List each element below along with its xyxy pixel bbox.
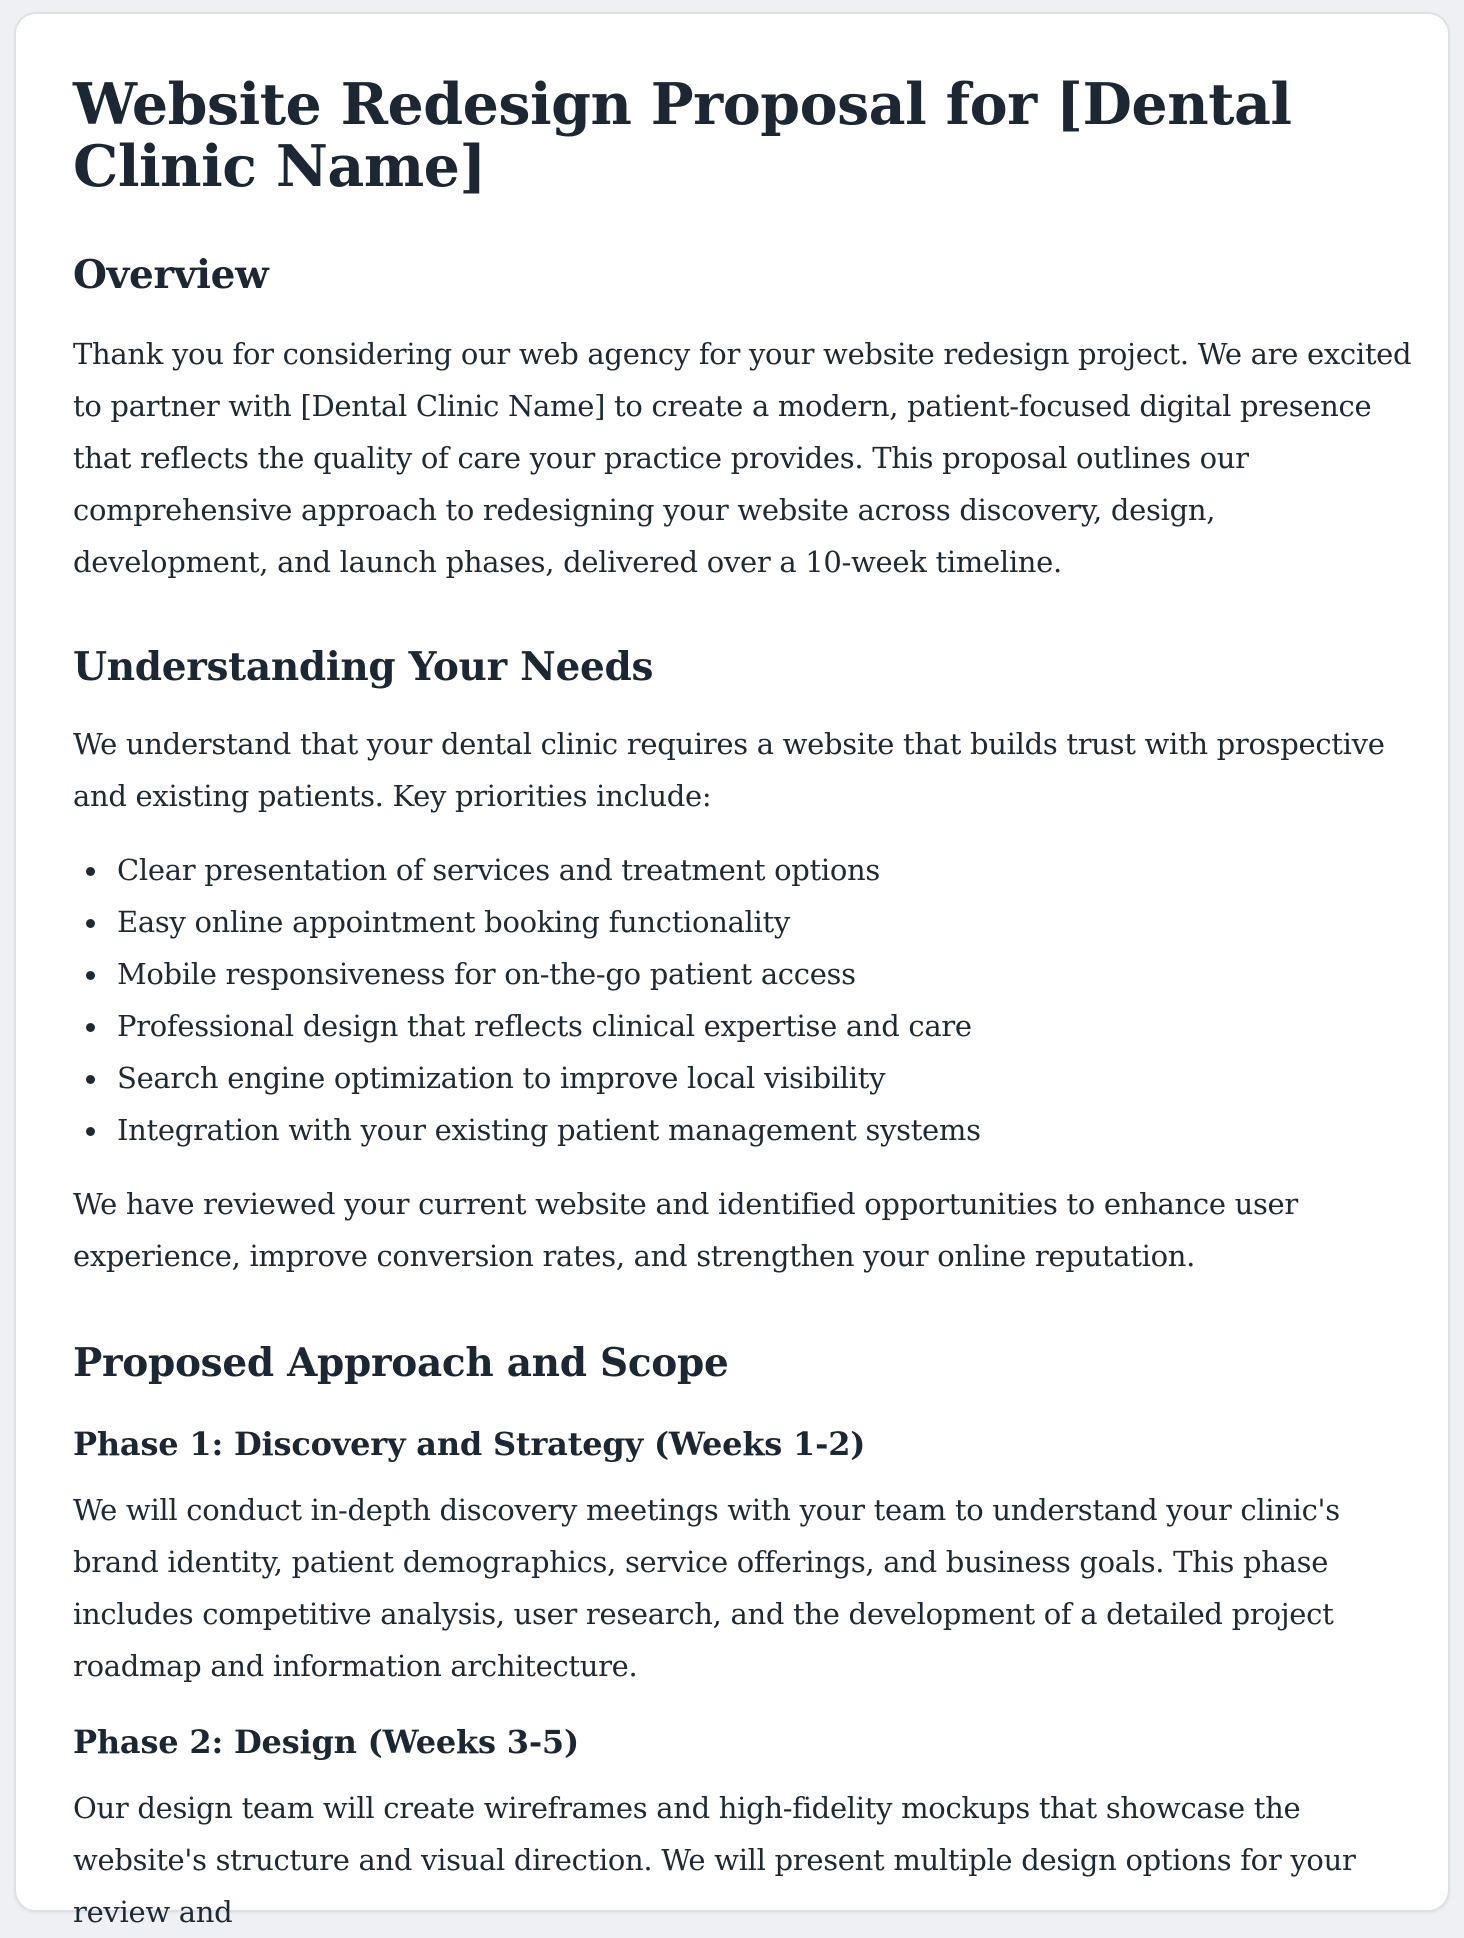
phase-2-heading: Phase 2: Design (Weeks 3-5) [73,1723,579,1761]
overview-paragraph: Thank you for considering our web agency for your website redesign project. We are excited to partner with [Dental Clinic Name] to create a modern, patient-focused digital presence that reflects the quality of care your practice provides. This proposal outlines our comprehensive approach to redesigning your website across discovery, design, development, and launch phases, delivered over a 10-week timeline. [73,337,1412,579]
priority-item: Mobile responsiveness for on-the-go patient access [73,948,1413,1000]
overview-heading: Overview [73,252,269,298]
needs-heading: Understanding Your Needs [73,644,654,690]
document-card [14,12,1450,1929]
priority-item: Clear presentation of services and treatment options [73,844,1413,896]
needs-intro-paragraph: We understand that your dental clinic requires a website that builds trust with prospective and existing patients. Key priorities include: [73,727,1385,813]
phase-1-paragraph: We will conduct in-depth discovery meetings with your team to understand your clinic's brand identity, patient demographics, service offerings, and business goals. This phase includes competitive analysis, user research, and the development of a detailed project roadmap and information architecture. [73,1493,1340,1683]
phase-2-paragraph: Our design team will create wireframes and high-fidelity mockups that showcase the website's structure and visual direction. We will present multiple design options for your review and [73,1791,1356,1929]
phase-1-heading: Phase 1: Discovery and Strategy (Weeks 1-2) [73,1425,866,1463]
priority-item: Search engine optimization to improve local visibility [73,1052,1413,1104]
needs-closing-paragraph: We have reviewed your current website and identified opportunities to enhance user experience, improve conversion rates, and strengthen your online reputation. [73,1187,1298,1273]
approach-heading: Proposed Approach and Scope [73,1340,729,1386]
priorities-list [73,844,1413,1156]
priority-item: Integration with your existing patient management systems [73,1104,1413,1156]
priority-item: Easy online appointment booking functionality [73,896,1413,948]
priority-item: Professional design that reflects clinical expertise and care [73,1000,1413,1052]
document-body [73,71,1413,1938]
document-title: Website Redesign Proposal for [Dental Clinic Name] [73,71,1292,200]
